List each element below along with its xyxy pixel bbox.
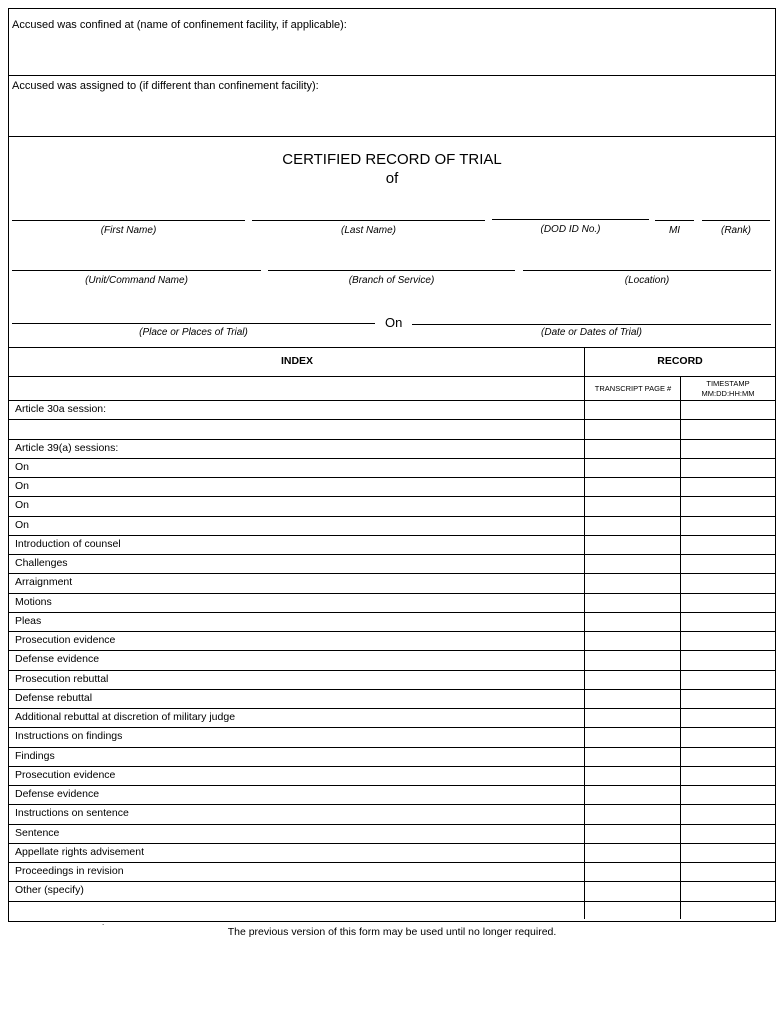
dod-id-line[interactable] [492, 219, 649, 220]
transcript-page-cell[interactable] [585, 689, 680, 708]
timestamp-cell[interactable] [681, 727, 775, 746]
timestamp-cell[interactable] [681, 862, 775, 881]
timestamp-cell[interactable] [681, 573, 775, 592]
timestamp-header: TIMESTAMP [706, 379, 750, 388]
footer-note: The previous version of this form may be used until no longer required. [227, 926, 557, 938]
assigned-unit-label: Accused was assigned to (if different than confinement facility): [12, 80, 319, 92]
transcript-page-cell[interactable] [585, 535, 680, 554]
timestamp-cell[interactable] [681, 785, 775, 804]
transcript-page-cell[interactable] [585, 881, 680, 900]
rank-caption: (Rank) [720, 225, 751, 236]
timestamp-format-header: MM:DD:HH:MM [701, 389, 755, 398]
transcript-page-cell[interactable] [585, 824, 680, 843]
place-line[interactable] [12, 323, 375, 324]
table-row-label: Findings [15, 749, 55, 762]
transcript-page-cell[interactable] [585, 843, 680, 862]
transcript-page-cell[interactable] [585, 901, 680, 920]
header-divider [9, 376, 775, 377]
table-row-label: Proceedings in revision [15, 865, 124, 877]
table-row-label: Prosecution evidence [15, 634, 116, 646]
table-row-label: Defense evidence [15, 788, 100, 800]
transcript-page-cell[interactable] [585, 593, 680, 612]
timestamp-cell[interactable] [681, 670, 775, 689]
mi-caption: MI [668, 225, 681, 236]
timestamp-cell[interactable] [681, 477, 775, 496]
table-row-label: Appellate rights advisement [15, 845, 144, 858]
transcript-page-header: TRANSCRIPT PAGE # [594, 384, 672, 393]
location-caption: (Location) [624, 275, 670, 286]
timestamp-cell[interactable] [681, 516, 775, 535]
place-caption: (Place or Places of Trial) [139, 327, 248, 338]
transcript-page-cell[interactable] [585, 650, 680, 669]
transcript-page-cell[interactable] [585, 573, 680, 592]
table-row-label: Defense evidence [15, 653, 100, 666]
transcript-page-cell[interactable] [585, 496, 680, 515]
unit-line[interactable] [12, 270, 261, 271]
transcript-page-cell[interactable] [585, 727, 680, 746]
transcript-page-cell[interactable] [585, 804, 680, 823]
timestamp-cell[interactable] [681, 843, 775, 862]
timestamp-cell[interactable] [681, 747, 775, 766]
date-caption: (Date or Dates of Trial) [541, 327, 642, 338]
last-name-line[interactable] [252, 220, 485, 221]
table-row-label: Article 39(a) sessions: [15, 441, 119, 454]
timestamp-cell[interactable] [681, 824, 775, 843]
rank-line[interactable] [702, 220, 770, 221]
on-label: On [385, 315, 403, 330]
transcript-page-cell[interactable] [585, 554, 680, 573]
transcript-page-cell[interactable] [585, 766, 680, 785]
branch-line[interactable] [268, 270, 515, 271]
table-row-label: Instructions on sentence [15, 807, 129, 820]
transcript-page-cell[interactable] [585, 631, 680, 650]
transcript-page-cell[interactable] [585, 458, 680, 477]
transcript-page-cell[interactable] [585, 708, 680, 727]
timestamp-cell[interactable] [681, 881, 775, 900]
first-name-line[interactable] [12, 220, 245, 221]
confinement-facility-label: Accused was confined at (name of confinement facility, if applicable): [12, 19, 347, 31]
timestamp-cell[interactable] [681, 419, 775, 438]
confinement-facility-field[interactable] [9, 9, 775, 76]
table-row-label: On [15, 460, 30, 473]
dod-id-caption: (DOD ID No.) [540, 224, 601, 235]
table-row-label: Challenges [15, 557, 68, 569]
timestamp-cell[interactable] [681, 708, 775, 727]
table-row-label: Motions [15, 595, 52, 608]
timestamp-cell[interactable] [681, 535, 775, 554]
transcript-page-cell[interactable] [585, 747, 680, 766]
index-header: INDEX [280, 355, 314, 367]
footer-mark: . [102, 918, 105, 927]
record-header: RECORD [657, 355, 703, 367]
location-line[interactable] [523, 270, 771, 271]
timestamp-cell[interactable] [681, 804, 775, 823]
transcript-page-cell[interactable] [585, 670, 680, 689]
timestamp-cell[interactable] [681, 458, 775, 477]
transcript-page-cell[interactable] [585, 862, 680, 881]
transcript-page-cell[interactable] [585, 439, 680, 458]
last-name-caption: (Last Name) [340, 225, 396, 236]
table-row-label: Arraignment [15, 576, 73, 589]
table-row-label: Sentence [15, 826, 60, 839]
table-row-label: Article 30a session: [15, 403, 107, 415]
timestamp-cell[interactable] [681, 439, 775, 458]
table-row-label: Defense rebuttal [15, 691, 93, 704]
timestamp-cell[interactable] [681, 593, 775, 612]
transcript-page-cell[interactable] [585, 400, 680, 419]
timestamp-cell[interactable] [681, 901, 775, 920]
first-name-caption: (First Name) [100, 225, 157, 236]
assigned-unit-field[interactable] [9, 76, 775, 137]
table-row-label: Introduction of counsel [15, 537, 121, 550]
form-title: CERTIFIED RECORD OF TRIAL [282, 151, 502, 168]
timestamp-cell[interactable] [681, 400, 775, 419]
transcript-page-cell[interactable] [585, 612, 680, 631]
table-row-label: Prosecution evidence [15, 768, 116, 781]
branch-caption: (Branch of Service) [348, 275, 435, 286]
table-row-label: Instructions on findings [15, 730, 123, 743]
timestamp-cell[interactable] [681, 631, 775, 650]
timestamp-cell[interactable] [681, 766, 775, 785]
mi-line[interactable] [655, 220, 694, 221]
unit-caption: (Unit/Command Name) [85, 275, 188, 286]
table-row-label: Additional rebuttal at discretion of military judge [15, 711, 236, 723]
timestamp-cell[interactable] [681, 496, 775, 515]
date-line[interactable] [412, 324, 771, 325]
transcript-page-cell[interactable] [585, 516, 680, 535]
transcript-page-cell[interactable] [585, 785, 680, 804]
table-row-label: On [15, 518, 30, 531]
transcript-page-cell[interactable] [585, 477, 680, 496]
table-row-label: Pleas [15, 614, 42, 627]
trial-record-form [8, 8, 776, 922]
table-row-label: Other (specify) [15, 884, 84, 897]
table-row-label: On [15, 499, 30, 512]
timestamp-cell[interactable] [681, 689, 775, 708]
table-row-label: On [15, 480, 30, 492]
timestamp-cell[interactable] [681, 612, 775, 631]
form-title-of: of [385, 170, 399, 187]
table-top-border [9, 347, 775, 348]
table-row-label: Prosecution rebuttal [15, 672, 109, 685]
timestamp-cell[interactable] [681, 554, 775, 573]
timestamp-cell[interactable] [681, 650, 775, 669]
transcript-page-cell[interactable] [585, 419, 680, 438]
